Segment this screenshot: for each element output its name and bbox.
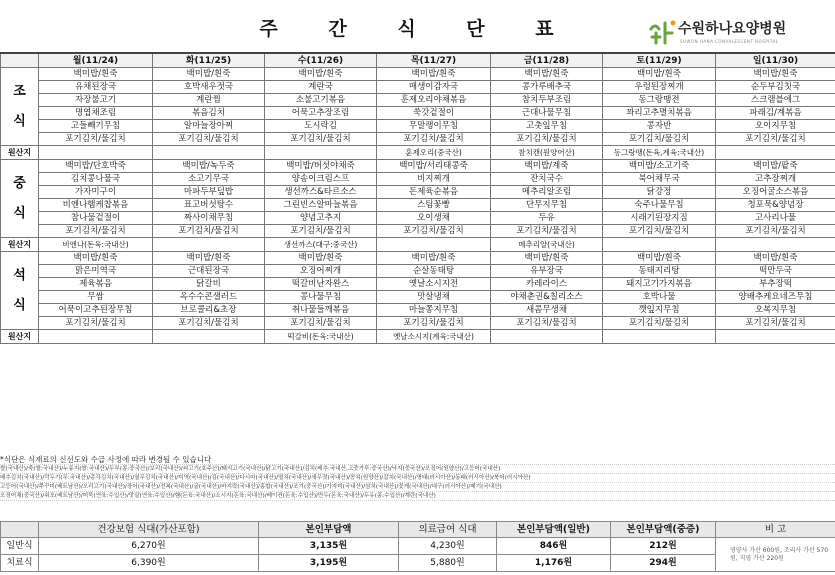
menu-item: 콩자반 xyxy=(603,120,716,133)
menu-item: 백미밥/흰죽 xyxy=(603,68,716,81)
price-header: 본인부담액 xyxy=(259,522,399,538)
menu-item: 파래김/계볶음 xyxy=(716,107,835,120)
price-cell: 1,176원 xyxy=(497,555,611,572)
menu-item: 오징어굴소스볶음 xyxy=(716,186,835,199)
page-title: 주 간 식 단 표 xyxy=(259,18,576,40)
origin-cell xyxy=(603,330,716,344)
menu-item: 우렁된장찌개 xyxy=(603,81,716,94)
price-header: 비 고 xyxy=(716,522,835,538)
menu-item: 스팀꽃빵 xyxy=(377,199,491,212)
menu-item: 백미밥/흰죽 xyxy=(153,68,265,81)
menu-item: 콩나물무침 xyxy=(265,291,377,304)
origin-cell: 생선까스(대구:중국산) xyxy=(265,238,377,252)
menu-item: 포기김치/물김치 xyxy=(39,225,153,238)
price-cell: 6,390원 xyxy=(39,555,259,572)
menu-item: 포기김치/물김치 xyxy=(39,317,153,330)
menu-item: 떡갈비난자완스 xyxy=(265,278,377,291)
menu-item: 백미밥/서리태콩죽 xyxy=(377,160,491,173)
menu-row xyxy=(1,291,835,304)
menu-item: 백미밥/흰죽 xyxy=(377,252,491,265)
menu-item: 오이생채 xyxy=(377,212,491,225)
menu-item: 계란찜 xyxy=(153,94,265,107)
menu-row xyxy=(1,199,835,212)
menu-item: 유채된장국 xyxy=(39,81,153,94)
menu-row xyxy=(1,278,835,291)
meal-label: 중 식 xyxy=(1,160,39,238)
menu-item: 콩가루배추국 xyxy=(491,81,603,94)
menu-item: 백미밥/팥죽 xyxy=(716,160,835,173)
price-cell: 4,230원 xyxy=(399,538,497,555)
menu-item: 백미밥/흰죽 xyxy=(603,252,716,265)
origin-cell xyxy=(153,146,265,160)
day-header: 일(11/30) xyxy=(716,53,835,68)
hospital-english-name: SUWON HANA CONVALESCENT HOSPITAL xyxy=(680,39,779,44)
menu-row xyxy=(1,186,835,199)
price-header xyxy=(1,522,39,538)
menu-item: 오복지무침 xyxy=(716,304,835,317)
menu-item: 마늘쫑지무침 xyxy=(377,304,491,317)
menu-item: 떡만두국 xyxy=(716,265,835,278)
menu-item: 참치두부조림 xyxy=(491,94,603,107)
menu-row xyxy=(1,120,835,133)
menu-item: 포기김치/물김치 xyxy=(377,317,491,330)
ingredient-origin-notes xyxy=(0,455,835,521)
menu-item: 잔치국수 xyxy=(491,173,603,186)
menu-item: 마파두부덮밥 xyxy=(153,186,265,199)
day-header: 목(11/27) xyxy=(377,53,491,68)
menu-item: 생선까스&타르소스 xyxy=(265,186,377,199)
menu-item: 고춧잎무침 xyxy=(491,120,603,133)
menu-item: 동태지리탕 xyxy=(603,265,716,278)
menu-item: 취나물들깨볶음 xyxy=(265,304,377,317)
menu-item: 호박나물 xyxy=(603,291,716,304)
weekly-menu-table xyxy=(0,52,835,344)
menu-item: 쑥갓겉절이 xyxy=(377,107,491,120)
menu-item: 백미밥/흰죽 xyxy=(377,68,491,81)
menu-item: 표고버섯탕수 xyxy=(153,199,265,212)
origin-cell: 메추리알(국내산) xyxy=(491,238,603,252)
day-header-row xyxy=(1,53,835,68)
menu-item: 근대나물무침 xyxy=(491,107,603,120)
menu-item: 옛날소시지전 xyxy=(377,278,491,291)
menu-item: 포기김치/물김치 xyxy=(153,317,265,330)
meal-price-table xyxy=(0,521,835,572)
header-corner xyxy=(1,53,39,68)
origin-cell xyxy=(39,330,153,344)
menu-item: 가자미구이 xyxy=(39,186,153,199)
menu-item: 백미밥/흰죽 xyxy=(39,252,153,265)
menu-row xyxy=(1,252,835,265)
menu-item: 소불고기볶음 xyxy=(265,94,377,107)
origin-note-line: 배추김치(국내산)/깍두기(무:국내산)/총각김치(국내산)/열무김치(국내산)/미역(국내산)/김(국내산)/다시마(국내산)/멸치(국내산)/새우젓(국내산)/꽁치(원양산)/갈치(국내산)/명태(러시아산)/동태(러시아산)/북어(러시아산) xyxy=(0,474,835,483)
menu-item: 포기김치/물김치 xyxy=(153,225,265,238)
meal-label: 석 식 xyxy=(1,252,39,330)
price-row xyxy=(1,538,835,555)
menu-row xyxy=(1,304,835,317)
menu-row xyxy=(1,212,835,225)
menu-item: 단무지무침 xyxy=(491,199,603,212)
menu-item: 북어채무국 xyxy=(603,173,716,186)
hospital-name: 수원하나요양병원 xyxy=(678,21,787,37)
menu-item: 어묵고추장조림 xyxy=(265,107,377,120)
origin-row xyxy=(1,330,835,344)
menu-item: 백미밥/단호박죽 xyxy=(39,160,153,173)
menu-item: 포기김치/물김치 xyxy=(716,317,835,330)
menu-item: 포기김치/물김치 xyxy=(603,317,716,330)
menu-item: 양배추케요네즈무침 xyxy=(716,291,835,304)
menu-item: 도시락김 xyxy=(265,120,377,133)
day-header: 화(11/25) xyxy=(153,53,265,68)
menu-row xyxy=(1,107,835,120)
menu-item: 매생이감자국 xyxy=(377,81,491,94)
menu-item: 포기김치/물김치 xyxy=(716,133,835,146)
day-header: 금(11/28) xyxy=(491,53,603,68)
menu-item: 유부장국 xyxy=(491,265,603,278)
origin-cell xyxy=(491,330,603,344)
menu-item: 포기김치/물김치 xyxy=(603,133,716,146)
menu-item: 두유 xyxy=(491,212,603,225)
menu-item: 포기김치/물김치 xyxy=(265,317,377,330)
menu-row xyxy=(1,94,835,107)
menu-item: 백미밥/계죽 xyxy=(491,160,603,173)
menu-item: 닭강정 xyxy=(603,186,716,199)
menu-item: 닭갈비 xyxy=(153,278,265,291)
origin-cell xyxy=(153,330,265,344)
menu-item: 꽈리고추멸치볶음 xyxy=(603,107,716,120)
menu-item: 야채춘권&칠리소스 xyxy=(491,291,603,304)
menu-item: 볶음김치 xyxy=(153,107,265,120)
menu-row xyxy=(1,173,835,186)
origin-cell: 참치캔(원양어산) xyxy=(491,146,603,160)
menu-item: 백미밥/흰죽 xyxy=(153,252,265,265)
menu-item: 새콤무생채 xyxy=(491,304,603,317)
price-cell: 6,270원 xyxy=(39,538,259,555)
menu-item: 명엽채조림 xyxy=(39,107,153,120)
day-header: 월(11/24) xyxy=(39,53,153,68)
origin-cell xyxy=(603,238,716,252)
menu-item: 백미밥/녹두죽 xyxy=(153,160,265,173)
menu-item: 포기김치/물김치 xyxy=(716,225,835,238)
price-header: 의료급여 식대 xyxy=(399,522,497,538)
origin-label: 원산지 xyxy=(1,330,39,344)
origin-cell: 떡갈비(돈육:국내산) xyxy=(265,330,377,344)
price-header: 본인부담액(중증) xyxy=(611,522,716,538)
menu-item: 옥수수콘샐러드 xyxy=(153,291,265,304)
menu-item: 시래기된장지짐 xyxy=(603,212,716,225)
menu-item: 백미밥/흰죽 xyxy=(491,252,603,265)
menu-item: 제육볶음 xyxy=(39,278,153,291)
origin-cell: 비엔나(돈육:국내산) xyxy=(39,238,153,252)
menu-item: 고들빼기무침 xyxy=(39,120,153,133)
menu-item: 근대된장국 xyxy=(153,265,265,278)
price-cell: 294원 xyxy=(611,555,716,572)
meal-label: 조 식 xyxy=(1,68,39,146)
menu-item: 소고기무국 xyxy=(153,173,265,186)
menu-item: 포기김치/물김치 xyxy=(153,133,265,146)
origin-cell: 동그랑땡(돈육,계육:국내산) xyxy=(603,146,716,160)
price-cell: 일반식 xyxy=(1,538,39,555)
menu-item: 알마늘장아찌 xyxy=(153,120,265,133)
menu-row xyxy=(1,68,835,81)
origin-cell xyxy=(265,146,377,160)
menu-item: 고사리나물 xyxy=(716,212,835,225)
menu-item: 포기김치/물김치 xyxy=(265,133,377,146)
menu-item: 비엔나햄케찹볶음 xyxy=(39,199,153,212)
origin-cell xyxy=(377,238,491,252)
menu-item: 포기김치/물김치 xyxy=(491,133,603,146)
menu-item: 포기김치/물김치 xyxy=(377,133,491,146)
menu-item: 오이지무침 xyxy=(716,120,835,133)
menu-item: 백미밥/버섯야채죽 xyxy=(265,160,377,173)
menu-item: 숙주나물무침 xyxy=(603,199,716,212)
origin-note-line: 쌀(국내산)/죽(쌀:국내산)/누룽지(쌀:국내산)/두부(콩:중국산)/보리(국내산)/쇠고기(호주산)/돼지고기(국내산)/닭고기(국내산)/김치(배추:국내산,고춧가루:중국산)/낙지(중국산)/오징어(원양산)/고등어(국내산) xyxy=(0,465,835,474)
menu-row xyxy=(1,317,835,330)
day-header: 수(11/26) xyxy=(265,53,377,68)
menu-item: 포기김치/물김치 xyxy=(491,317,603,330)
origin-cell xyxy=(39,146,153,160)
origin-label: 원산지 xyxy=(1,146,39,160)
price-cell: 212원 xyxy=(611,538,716,555)
menu-item: 백미밥/흰죽 xyxy=(39,68,153,81)
origin-label: 원산지 xyxy=(1,238,39,252)
menu-item: 백미밥/흰죽 xyxy=(265,252,377,265)
menu-item: 백미밥/소고기죽 xyxy=(603,160,716,173)
menu-row xyxy=(1,133,835,146)
origin-cell: 훈제오리(중국산) xyxy=(377,146,491,160)
menu-row xyxy=(1,160,835,173)
hospital-logo-icon xyxy=(648,17,678,47)
menu-item: 포기김치/물김치 xyxy=(491,225,603,238)
menu-item: 스크램블에그 xyxy=(716,94,835,107)
menu-item: 돈제육순볶음 xyxy=(377,186,491,199)
price-note: 영양사 가산 600원, 조리사 가산 570원, 직영 가산 220원 xyxy=(716,538,835,572)
origin-note-line: 오징어채(중국산)/쥐포(베트남산)/어묵(연육:수입산)/맛살(연육:수입산)/햄(돈육:국내산)/소시지(돈육:국내산)/베이컨(돈육:수입산)/만두(돈육:국내산)/두유(콩:수입산)/계란(국내산) xyxy=(0,492,835,501)
menu-item: 메추리알조림 xyxy=(491,186,603,199)
menu-item: 짜사이채무침 xyxy=(153,212,265,225)
menu-item: 고추장찌개 xyxy=(716,173,835,186)
menu-item: 동그랑땡전 xyxy=(603,94,716,107)
origin-note-line: *식단은 식재료의 신선도와 수급 사정에 따라 변경될 수 있습니다 xyxy=(0,455,835,465)
menu-item: 양념고추지 xyxy=(265,212,377,225)
menu-row xyxy=(1,225,835,238)
origin-row xyxy=(1,238,835,252)
menu-row xyxy=(1,81,835,94)
origin-cell xyxy=(716,238,835,252)
price-cell: 5,880원 xyxy=(399,555,497,572)
price-header: 건강보험 식대(가산포함) xyxy=(39,522,259,538)
menu-item: 백미밥/흰죽 xyxy=(265,68,377,81)
price-cell: 3,195원 xyxy=(259,555,399,572)
origin-note-line: 고등어(국내산)/쭈꾸미(베트남산)/오리고기(국내산)/장어(국내산)/전복(국내산)/굴(국내산)/바지락(국내산)/홍합(국내산)/조기(중국산)/가자미(국내산)/삼치(국내산)/꽃게(국내산)/대구(러시아산)/메기(국내산) xyxy=(0,483,835,492)
menu-item: 맛살냉채 xyxy=(377,291,491,304)
menu-item: 카레라이스 xyxy=(491,278,603,291)
menu-item: 참나물겉절이 xyxy=(39,212,153,225)
menu-item: 순두부김칫국 xyxy=(716,81,835,94)
menu-item: 돼지고기가지볶음 xyxy=(603,278,716,291)
menu-item: 훈제오리야채볶음 xyxy=(377,94,491,107)
menu-item: 맑은미역국 xyxy=(39,265,153,278)
menu-item: 호박새우젓국 xyxy=(153,81,265,94)
menu-item: 자장불고기 xyxy=(39,94,153,107)
price-header-row xyxy=(1,522,835,538)
origin-row xyxy=(1,146,835,160)
day-header: 토(11/29) xyxy=(603,53,716,68)
menu-item: 포기김치/물김치 xyxy=(39,133,153,146)
price-header: 본인부담액(일반) xyxy=(497,522,611,538)
origin-cell xyxy=(716,330,835,344)
price-cell: 3,135원 xyxy=(259,538,399,555)
price-cell: 치료식 xyxy=(1,555,39,572)
menu-item: 어묵이고추된장무침 xyxy=(39,304,153,317)
menu-item: 비지찌개 xyxy=(377,173,491,186)
menu-item: 깻잎지무침 xyxy=(603,304,716,317)
menu-item: 양송이크림스프 xyxy=(265,173,377,186)
menu-row xyxy=(1,265,835,278)
menu-item: 백미밥/흰죽 xyxy=(491,68,603,81)
menu-item: 오징어찌개 xyxy=(265,265,377,278)
menu-item: 청포묵&양념장 xyxy=(716,199,835,212)
price-row xyxy=(1,555,835,572)
menu-item: 김치콩나물국 xyxy=(39,173,153,186)
menu-item: 백미밥/흰죽 xyxy=(716,252,835,265)
origin-cell xyxy=(716,146,835,160)
menu-item: 포기김치/물김치 xyxy=(377,225,491,238)
menu-item: 브로콜리&초장 xyxy=(153,304,265,317)
origin-cell: 옛날소시지(계육:국내산) xyxy=(377,330,491,344)
menu-item: 순살동태탕 xyxy=(377,265,491,278)
menu-item: 무쌈 xyxy=(39,291,153,304)
menu-item: 그린빈스알마늘볶음 xyxy=(265,199,377,212)
menu-item: 부추장떡 xyxy=(716,278,835,291)
menu-item: 백미밥/흰죽 xyxy=(716,68,835,81)
price-cell: 846원 xyxy=(497,538,611,555)
menu-item: 무말랭이무침 xyxy=(377,120,491,133)
menu-item: 계란국 xyxy=(265,81,377,94)
menu-item: 포기김치/물김치 xyxy=(265,225,377,238)
origin-cell xyxy=(153,238,265,252)
hospital-logo xyxy=(648,17,833,51)
menu-item: 포기김치/물김치 xyxy=(603,225,716,238)
